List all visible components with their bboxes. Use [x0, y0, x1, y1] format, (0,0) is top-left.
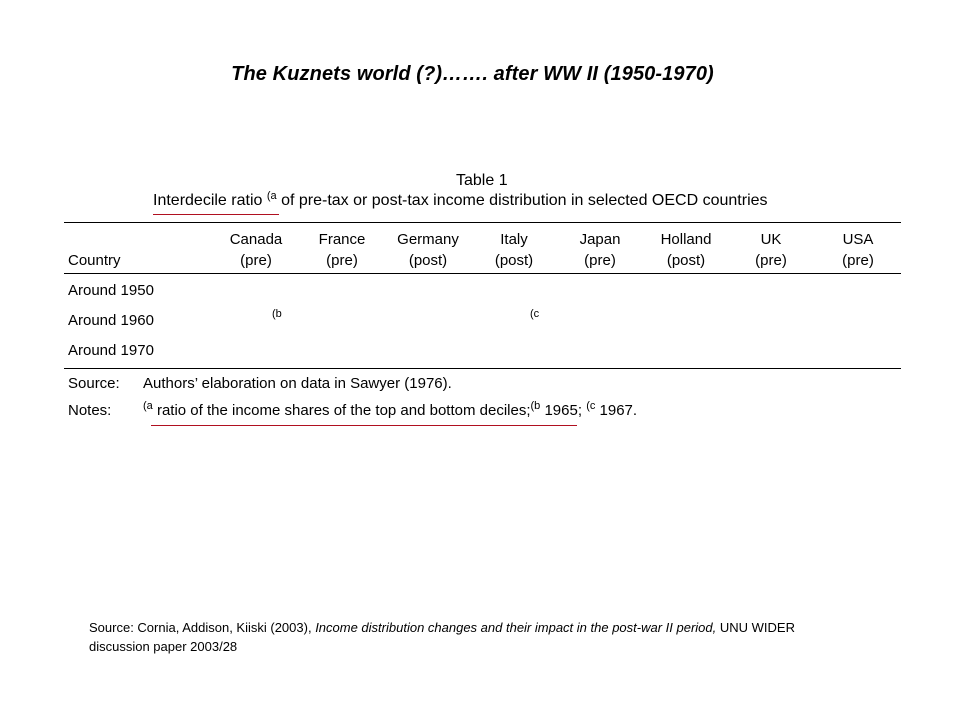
caption-suffix: of pre-tax or post-tax income distribution in selected OECD countries — [281, 192, 768, 209]
note-a-text: ratio of the income shares of the top and bottom deciles; — [156, 402, 531, 419]
slide-title: The Kuznets world (?)……. after WW II (1950-1970) — [231, 63, 714, 85]
note-b-marker: (b — [530, 400, 541, 412]
column-type-japan: (pre) — [584, 252, 616, 269]
column-type-canada: (pre) — [240, 252, 272, 269]
footer-suffix: UNU WIDER discussion paper 2003/28 — [89, 620, 795, 654]
table-bottom-rule — [64, 368, 901, 369]
row-label: Around 1960 — [68, 312, 154, 329]
row-label: Around 1950 — [68, 282, 154, 299]
column-header-france: France — [318, 231, 366, 248]
table-header-rule — [64, 273, 901, 274]
note-b-text: 1965; — [544, 402, 583, 419]
column-type-germany: (post) — [408, 252, 448, 269]
column-header-holland: Holland — [660, 231, 712, 248]
table-top-rule — [64, 222, 901, 223]
row-header: Country — [68, 252, 121, 269]
source-text: Authors’ elaboration on data in Sawyer (1976). — [143, 375, 452, 392]
source-label: Source: — [68, 375, 120, 392]
caption-prefix: Interdecile ratio — [153, 192, 263, 209]
column-type-italy: (post) — [494, 252, 534, 269]
table-source — [68, 375, 120, 392]
column-header-japan: Japan — [579, 231, 621, 248]
note-c-marker: (c — [586, 400, 596, 412]
table-notes — [143, 402, 637, 419]
column-type-uk: (pre) — [755, 252, 787, 269]
note-underline — [151, 425, 577, 426]
note-c-text: 1967. — [599, 402, 638, 419]
slide-footer-source — [89, 618, 809, 656]
column-type-usa: (pre) — [842, 252, 874, 269]
table-number: Table 1 — [456, 172, 508, 189]
cell-footnote-marker: (c — [530, 308, 540, 320]
column-header-canada: Canada — [229, 231, 283, 248]
column-header-italy: Italy — [500, 231, 528, 248]
column-header-uk: UK — [760, 231, 782, 248]
caption-footnote-a: (a — [266, 190, 277, 202]
footer-prefix: Source: Cornia, Addison, Kiiski (2003), — [89, 620, 312, 635]
footer-title: Income distribution changes and their impact in the post-war II period, — [315, 620, 717, 635]
table-caption — [153, 192, 768, 210]
column-header-usa: USA — [842, 231, 874, 248]
note-a-marker: (a — [143, 400, 153, 412]
column-header-germany: Germany — [397, 231, 459, 248]
row-label: Around 1970 — [68, 342, 154, 359]
column-type-france: (pre) — [326, 252, 358, 269]
cell-footnote-marker: (b — [272, 308, 282, 320]
caption-underline — [153, 214, 279, 215]
notes-label: Notes: — [68, 402, 112, 419]
column-type-holland: (post) — [666, 252, 706, 269]
